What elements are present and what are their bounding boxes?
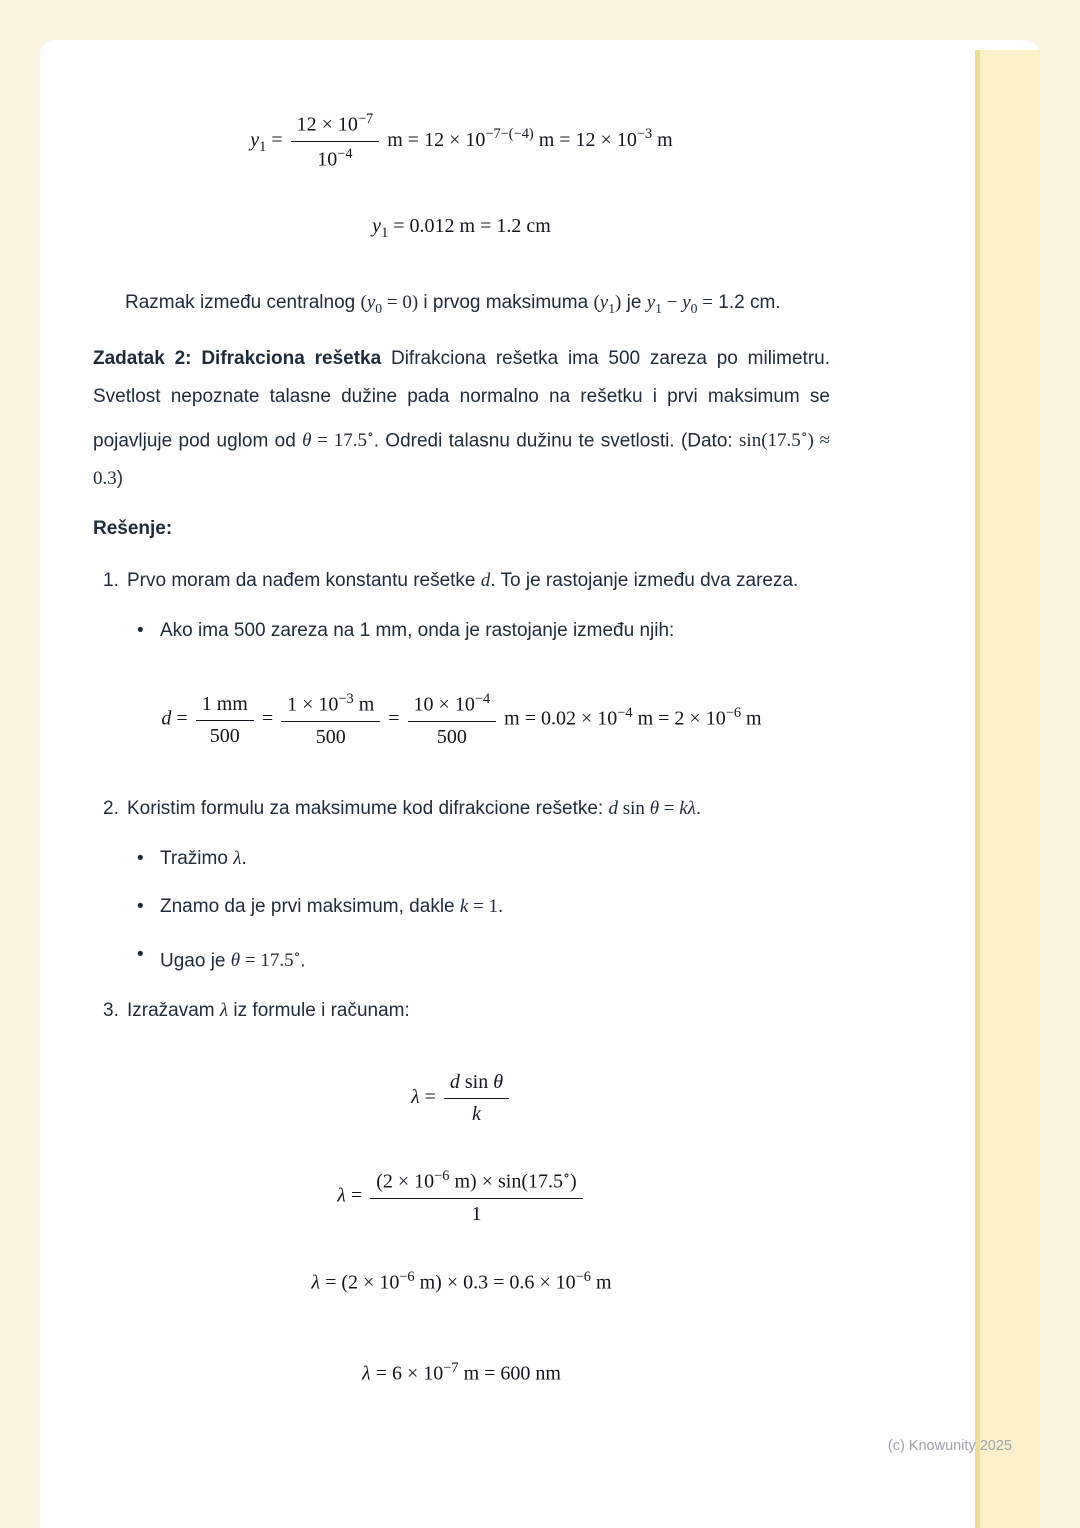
list-item-2-bullet-2 [137, 888, 830, 926]
bullet-text: Ugao je θ = 17.5∘. [160, 946, 306, 972]
bullet-text: Znamo da je prvi maksimum, dakle k = 1. [160, 895, 504, 917]
list-item-2 [93, 790, 830, 828]
list-item-text: Koristim formulu za maksimume kod difrakcione rešetke: d sin θ = kλ. [127, 797, 702, 819]
paragraph-zadatak2 [93, 340, 830, 498]
list-item-1 [93, 562, 830, 600]
formula-lambda-result: $\lambda = 6 \times 10^{-7}$ m = 600 nm [362, 1359, 561, 1385]
highlight-stripe [975, 50, 1040, 1528]
formula-lambda-substitution: λ = $\frac{(2 \times 10^{-6} m) \times \sin(17.5^\circ)}{1}$ [93, 1167, 830, 1227]
formula-y1-result: $y_1 = 0.012$ m = 1.2 cm [372, 215, 551, 242]
content-card [40, 40, 1040, 1528]
bullet-icon: • [137, 943, 144, 965]
list-number: 1. [103, 570, 119, 592]
zadatak2-body: Difrakciona rešetka ima 500 zareza po milimetru. Svetlost nepoznate talasne dužine pada normalno na rešetku i prvi maksimum se pojavljuje pod uglom od θ = 17.5∘. Odredi talasnu dužinu te svetlosti. (Dato: sin(17.5∘) ≈ 0.3) [93, 347, 831, 490]
bullet-icon: • [137, 895, 144, 917]
bullet-text: Tražimo λ. [160, 847, 247, 869]
resenje-heading: Rešenje: [93, 518, 173, 540]
list-item-2-bullet-1 [137, 840, 830, 878]
bullet-icon: • [137, 847, 144, 869]
copyright-footer: (c) Knowunity 2025 [887, 1438, 1012, 1454]
list-item-text: Izražavam λ iz formule i računam: [127, 1000, 410, 1022]
list-number: 3. [103, 1000, 119, 1022]
bullet-text: Ako ima 500 zareza na 1 mm, onda je rastojanje između njih: [160, 620, 675, 642]
formula-d-calculation: d = $\frac{1 mm}{500}$ = $\frac{1 \times 10^{-3} m}{500}$ = $\frac{10 \times 10^{-4}}{500}$ $m = 0.02 \times 10^{-4}$ $m = 2 \times 10^{-6}$ m [161, 691, 762, 748]
bullet-icon: • [137, 620, 144, 642]
formula-y1-calculation: $y_1$ = $\frac{12 \times 10^{-7}}{10^{-4}}$ $m = 12 \times 10^{-7-(-4)}$ $m = 12 \times 10^{-3}$ m [250, 111, 673, 171]
zadatak2-heading: Zadatak 2: Difrakciona rešetka [93, 347, 382, 369]
paragraph-razmak: Razmak između centralnog $(y_0 = 0)$ i prvog maksimuma $(y_1)$ je $y_1 - y_0 = 1.2$ cm. [125, 292, 781, 316]
solution-steps-list [93, 562, 830, 1030]
formula-lambda-multiplication: $\lambda = (2 \times 10^{-6}$ $m) \times 0.3 = 0.6 \times 10^{-6}$ m [311, 1268, 612, 1294]
list-item-2-bullet-3 [137, 936, 830, 980]
list-item-3 [93, 992, 830, 1030]
list-number: 2. [103, 797, 119, 819]
document-content [93, 40, 830, 1428]
list-item-text: Prvo moram da nađem konstantu rešetke d. To je rastojanje između dva zareza. [127, 570, 799, 592]
list-item-1-bullet-1 [137, 612, 830, 650]
formula-lambda-definition: λ = $\frac{\text{d sin θ}}{k}$ [93, 1070, 830, 1127]
